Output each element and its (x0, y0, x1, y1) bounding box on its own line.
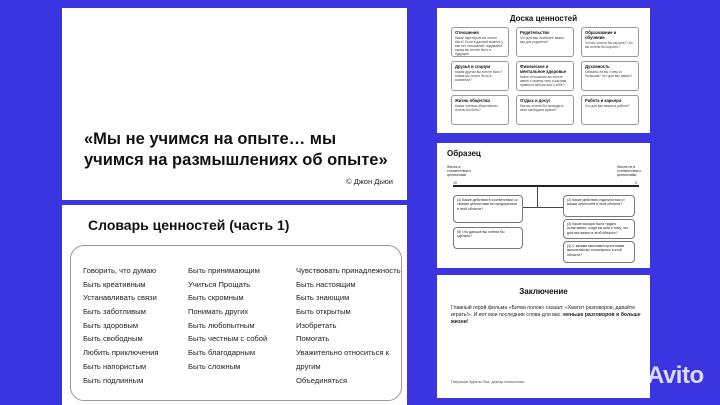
value-word: Быть напористым (83, 361, 147, 371)
question-5-text: (5) Что дальше вы хотели бы сделать? (457, 230, 505, 239)
conclusion-text-plain: Главный герой фильма «Битва полов» сказал: «Хватит разговоров, давайте играть!». И вот мои последние слова для вас: (451, 305, 636, 318)
value-word: Быть благодарным (188, 348, 256, 358)
value-word: Помогать (296, 334, 330, 344)
values-dictionary-slide[interactable] (62, 205, 407, 405)
dictionary-column-1 (83, 264, 159, 387)
value-word: Быть настоящим (296, 279, 356, 289)
quote-slide[interactable] (62, 8, 407, 200)
value-word: Быть креативным (83, 279, 146, 289)
sample-slide[interactable] (437, 143, 650, 268)
value-word: Быть принимающим (188, 266, 260, 275)
board-cell-question: Что для вас важно в работе? (585, 104, 630, 108)
question-3-box (563, 219, 635, 239)
value-word: Быть скромным (188, 293, 244, 303)
board-cell (516, 61, 574, 91)
conclusion-title: Заключение (519, 287, 568, 296)
value-word: Понимать других (188, 307, 249, 317)
avito-watermark-text: Avito (647, 362, 704, 389)
value-word: Учиться Прощать (188, 279, 251, 289)
value-word: Любить приключения (83, 348, 159, 358)
conclusion-text-bold: меньше разговоров и больше жизни (451, 312, 641, 325)
value-word: Быть здоровым (83, 320, 139, 330)
value-word: Быть открытым (296, 307, 351, 317)
value-word: Быть свободным (83, 334, 143, 344)
dictionary-column-3 (296, 264, 401, 387)
board-cell-title: Родительство (520, 30, 550, 35)
board-cell-title: Физическое и ментальное здоровье (520, 64, 567, 74)
board-cell-title: Работа и карьера (585, 98, 622, 103)
sample-title: Образец (447, 149, 481, 158)
value-word: Быть подлинным (83, 375, 144, 385)
board-cell-question: Каким другом вы хотите быть? Каким вы хотите быть в компании? (455, 70, 503, 82)
board-cell-title: Друзья и социум (455, 64, 491, 69)
value-word: Быть честным с собой (188, 334, 268, 344)
question-2-text: (2) Какие действия отдалили вас от ваших ценностей в этой области? (567, 198, 625, 207)
board-cell-title: Образование и обучение (585, 30, 617, 40)
axis-left-value: 10 (453, 181, 457, 185)
board-cell-question: Как вы хотели бы проводить свое свободное время? (520, 104, 564, 112)
connector-line (523, 207, 563, 208)
board-cell (451, 61, 509, 91)
board-cell (516, 27, 574, 57)
quote-author: © Джон Дьюи (346, 177, 393, 186)
board-cell-question: Каким членом общества вы хотели бы быть? (455, 104, 498, 112)
value-word: другим (296, 361, 321, 371)
dictionary-column-2 (188, 264, 267, 374)
question-2-box (563, 195, 635, 217)
values-axis (453, 185, 639, 187)
question-1-box (453, 195, 523, 223)
quote-text: «Мы не учимся на опыте… мы учимся на размышлениях об опыте» (84, 130, 388, 169)
value-word: Говорить, что думаю (83, 266, 157, 275)
values-board-slide[interactable] (437, 8, 650, 133)
board-cell (516, 95, 574, 125)
board-cell (581, 95, 639, 125)
board-cell-question: Какие партнером вы хотите быть? Если в данный момент у вас нет отношений, подумайте, каким вы хотите быть в будущем (455, 36, 504, 56)
axis-right-value: 0 (635, 181, 637, 185)
avito-dots-icon (615, 364, 643, 390)
value-word: Быть сложным (188, 361, 241, 371)
value-word: Быть заботливым (83, 307, 146, 317)
question-4-box (563, 241, 635, 263)
board-title: Доска ценностей (509, 14, 578, 23)
value-word: Быть знающим (296, 293, 350, 303)
board-cell-question: Что вы хотели бы изучить? Что вы хотели бы изучить? (585, 41, 633, 49)
value-word: Быть любопытным (188, 320, 255, 330)
board-cell (581, 27, 639, 57)
board-cell-title: Духовность (585, 64, 610, 69)
board-cell-title: Отдых и досуг (520, 98, 551, 103)
board-cell (451, 27, 509, 57)
question-3-text: (3) Какие эмоции были трудно испытывать, когда вы шли к тому, что для вас важно в этой области? (567, 222, 629, 235)
axis-left-label: Жизнь в соответствии с ценностями (447, 165, 472, 177)
conclusion-text (451, 305, 641, 326)
board-cell (581, 61, 639, 91)
value-word: Чувствовать принадлежность (296, 266, 401, 275)
axis-right-label: Жизнь не в соответствии с ценностями (617, 165, 642, 177)
dictionary-title: Словарь ценностей (часть 1) (88, 217, 290, 233)
board-cell (451, 95, 509, 125)
question-4-text: (4) С какими мыслями/стратегиями мышления вы столкнулись в этой области? (567, 244, 625, 257)
dictionary-box (70, 245, 402, 401)
value-word: Изобретать (296, 320, 337, 330)
board-cell-question: Связаны ли вы с чем-то большим? Что для вас важно? (585, 70, 633, 78)
value-word: Объединяться (296, 375, 348, 385)
question-5-box (453, 227, 523, 249)
conclusion-signature: Патрисия Зурита Она, доктор психологии (451, 380, 525, 384)
avito-watermark (615, 362, 720, 392)
board-cell-question: Какое отношение вы хотите иметь к своему телу и как вам нравится заботиться о себе? (520, 75, 567, 87)
conclusion-text-end: ! (466, 319, 469, 325)
board-cell-title: Отношения (455, 30, 479, 35)
board-cell-title: Жизнь общества (455, 98, 490, 103)
question-1-text: (1) Какие действия в соответствии со своими ценностями вы предприняли в этой области? (457, 198, 518, 211)
value-word: Уважительно относиться к (296, 348, 389, 358)
connector-line (537, 187, 538, 207)
board-cell-question: Что для вас наиболее важно, как для родителя? (520, 36, 566, 44)
value-word: Устанавливать связи (83, 293, 157, 303)
